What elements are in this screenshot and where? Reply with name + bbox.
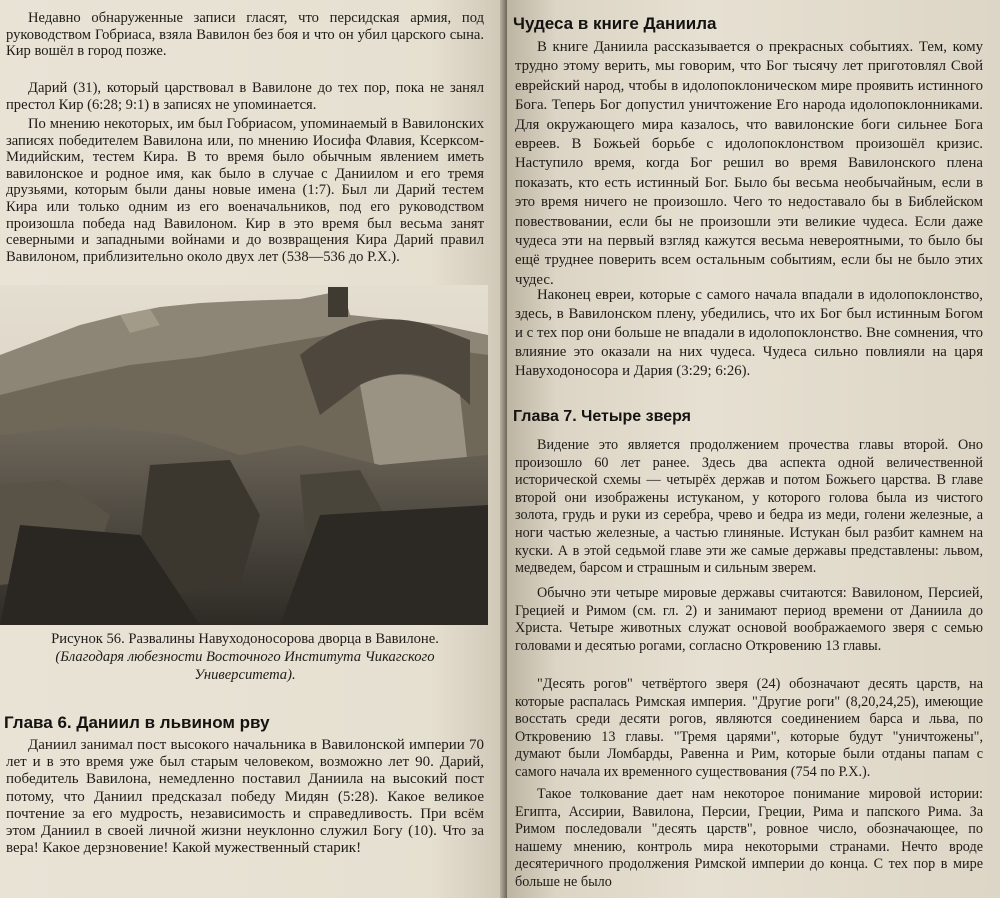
right-paragraph-6: Такое толкование дает нам некоторое понимание мировой истории: Египта, Ассирии, Вавилона, Персии, Греции, Рима и папского Рима. За Римом последовали "десять царств", ровное число, обозначающее, по нашему мнению, контроль мира некоторыми странами. Нечто вроде десятеричного продолжения Римской империи до конца. С тех пор в мире больше не было [515, 786, 983, 890]
right-paragraph-2: Наконец евреи, которые с самого начала впадали в идолопоклонство, здесь, в Вавилонском плену, убедились, что их Бог был истинным Богом и с тех пор они больше не впадали в идолопоклонство. Вне сомнения, что влияние это оказали на них чудеса. Чудеса сильно повлияли на царя Навуходоносора и Дария (3:29; 6:26). [515, 287, 983, 379]
left-paragraph-2: Дарий (31), который царствовал в Вавилоне до тех пор, пока не занял престол Кир (6:28; 9:1) в записях не упоминается. [6, 80, 484, 113]
right-page [507, 0, 1000, 898]
figure-caption [6, 630, 484, 684]
caption-title: Рисунок 56. Развалины Навуходоносорова дворца в Вавилоне. [51, 631, 439, 647]
palace-ruins-photo [0, 285, 488, 625]
right-paragraph-1: В книге Даниила рассказывается о прекрасных событиях. Тем, кому трудно этому верить, мы говорим, что Бог тысячу лет приготовлял Свой еврейский народ, чтобы в идолопоклоническом мире проявить истинного Бога. Теперь Бог допустил уничтожение Его народа идолопоклонниками. Для окружающего мира казалось, что вавилонские боги сильнее Бога евреев. В Божьей борьбе с идолопоклонством произошёл кризис. Наступило время, когда Бог решил во время Вавилонского плена показать, кто есть истинный Бог. Было бы весьма необычайным, если в это время ничего не произошло. Чего то недоставало бы в Библейском повествовании, если бы не произошли эти великие чудеса. Если даже чудеса эти на первый взгляд кажутся весьма невероятными, то было бы ещё труднее поверить всем остальным событиям, если бы не было этих чудес. [515, 39, 983, 288]
right-paragraph-4: Обычно эти четыре мировые державы считаются: Вавилоном, Персией, Грецией и Римом (см. гл. 2) и занимают период времени от Даниила до Христа. Четыре животных служат основой воображаемого зверя с семью головами и десятью рогами, согласно Откровению 13 главы. [515, 585, 983, 654]
right-paragraph-5: "Десять рогов" четвёртого зверя (24) обозначают десять царств, на которые распалась Римская империя. "Другие роги" (8,20,24,25), имеющие восстать среди десяти рогов, являются соединением барса и льва, по Откровению 13 главы. "Тремя царями", которые будут "уничтожены", думают были Ломбарды, Равенна и Рим, которые были отданы папам с самого начала их временного существования (754 по Р.Х.). [515, 676, 983, 780]
chapter-7-heading: Глава 7. Четыре зверя [513, 408, 692, 425]
left-paragraph-1: Недавно обнаруженные записи гласят, что персидская армия, под руководством Гобриаса, взяла Вавилон без боя и что он убил царского сына. Кир вошёл в город позже. [6, 10, 484, 60]
right-paragraph-3: Видение это является продолжением прочества главы второй. Оно произошло 60 лет ранее. Здесь два аспекта одной величественной исторической схемы — четырёх держав и потом Божьего царства. В главе второй они изображены истуканом, у которого голова была из чистого золота, грудь и руки из серебра, чрево и бедра из меди, голени железные, а ноги частью железные, а частью глиняные. Истукан был разбит камнем на куски. А в этой седьмой главе эти же самые державы представлены: львом, медведем, барсом и страшным и сильным зверем. [515, 437, 983, 577]
caption-credit: (Благодаря любезности Восточного Института Чикагского Университета). [55, 649, 435, 683]
left-paragraph-3: По мнению некоторых, им был Гобриасом, упоминаемый в Вавилонских записях победителем Вавилона или, по мнению Иосифа Флавия, Ксерксом-Мидийским, тестем Кира. В то время было обычным явлением иметь вавилонское и родное имя, как было в случае с Даниилом и его тремя друзьями, которым были даны новые имена (1:7). Был ли Дарий тестем Кира или только одним из его военачальников, под его руководством произошла победа над Вавилоном. Кир в это время был весьма занят северными и западными войнами и до возвращения Кира Дарий правил Вавилоном, приблизительно около двух лет (538—536 до Р.Х.). [6, 116, 484, 265]
chapter-6-heading: Глава 6. Даниил в львином рву [4, 713, 270, 732]
miracles-heading: Чудеса в книге Даниила [513, 14, 717, 33]
left-paragraph-4: Даниил занимал пост высокого начальника в Вавилонской империи 70 лет и в это время уже был старым человеком, возможно лет 90. Дарий, победитель Вавилона, немедленно поставил Даниила на высокий пост потому, что Даниил предсказал победу Мидян (5:28). Какое великое почтение за его мудрость, независимость и справедливость. При всём этом Даниил в своей личной жизни неуклонно служил Богу (10). Что за вера! Какое дерзновение! Какой мужественный старик! [6, 737, 484, 857]
